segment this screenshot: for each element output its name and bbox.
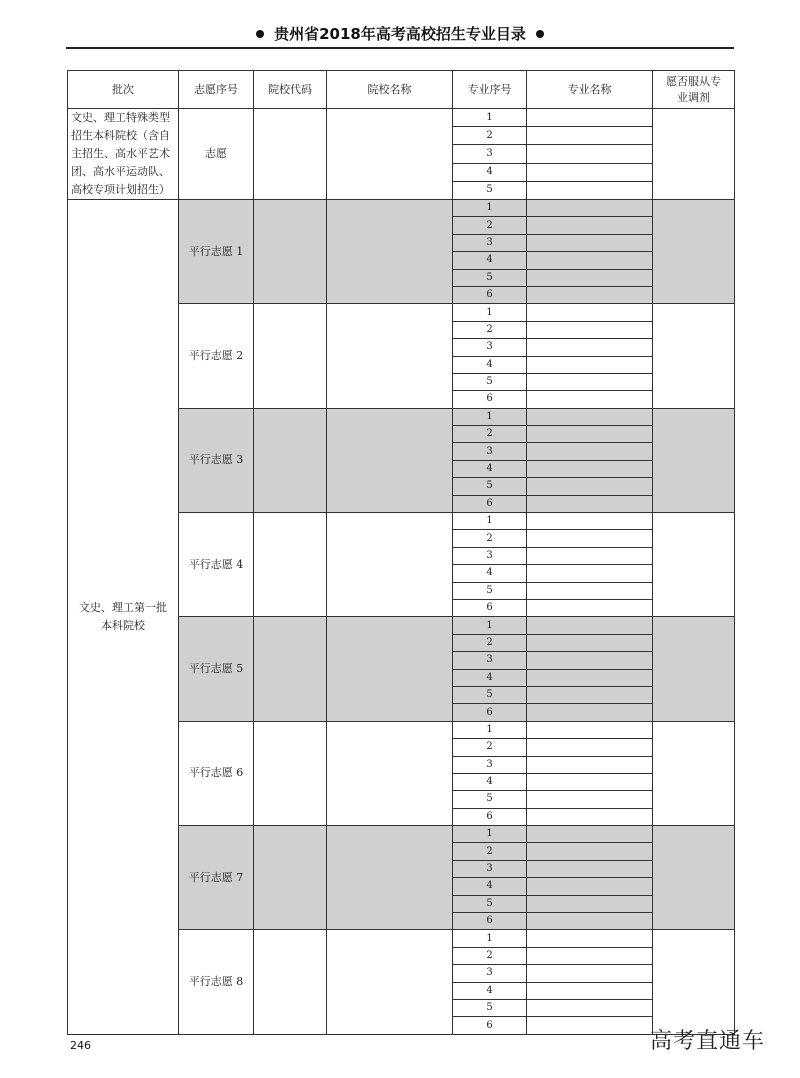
header-major-name: 专业名称	[527, 71, 653, 109]
major-name-cell[interactable]	[527, 617, 653, 634]
major-no-cell: 6	[453, 391, 527, 408]
wish-label-cell: 平行志愿 1	[179, 200, 254, 304]
page-header	[66, 22, 734, 46]
major-name-cell[interactable]	[527, 634, 653, 651]
major-no-cell: 2	[453, 426, 527, 443]
school-name-cell[interactable]	[327, 930, 453, 1034]
adjust-cell[interactable]	[653, 304, 735, 408]
major-no-cell: 2	[453, 634, 527, 651]
major-name-cell[interactable]	[527, 321, 653, 338]
table-row	[68, 109, 735, 127]
school-code-cell[interactable]	[254, 408, 327, 512]
header-batch: 批次	[68, 71, 179, 109]
major-name-cell[interactable]	[527, 234, 653, 251]
page-number: 246	[70, 1039, 91, 1052]
major-no-cell: 3	[453, 339, 527, 356]
major-name-cell[interactable]	[527, 895, 653, 912]
major-name-cell[interactable]	[527, 304, 653, 321]
wish-label-cell: 平行志愿 4	[179, 513, 254, 617]
major-name-cell[interactable]	[527, 652, 653, 669]
school-code-cell[interactable]	[254, 109, 327, 200]
major-name-cell[interactable]	[527, 565, 653, 582]
major-no-cell: 6	[453, 1017, 527, 1034]
major-no-cell: 1	[453, 930, 527, 947]
wish-label-cell: 平行志愿 7	[179, 826, 254, 930]
major-name-cell[interactable]	[527, 913, 653, 930]
header-adjust: 愿否服从专业调剂	[653, 71, 735, 109]
major-no-cell: 3	[453, 145, 527, 163]
header-wish-no: 志愿序号	[179, 71, 254, 109]
major-no-cell: 2	[453, 947, 527, 964]
major-no-cell: 2	[453, 739, 527, 756]
major-name-cell[interactable]	[527, 756, 653, 773]
major-name-cell[interactable]	[527, 599, 653, 616]
major-no-cell: 6	[453, 495, 527, 512]
major-no-cell: 3	[453, 652, 527, 669]
major-name-cell[interactable]	[527, 947, 653, 964]
adjust-cell[interactable]	[653, 617, 735, 721]
major-no-cell: 5	[453, 181, 527, 199]
bullet-dot-icon	[256, 30, 264, 38]
major-name-cell[interactable]	[527, 808, 653, 825]
major-name-cell[interactable]	[527, 478, 653, 495]
major-name-cell[interactable]	[527, 530, 653, 547]
adjust-cell[interactable]	[653, 721, 735, 825]
major-no-cell: 6	[453, 599, 527, 616]
major-name-cell[interactable]	[527, 443, 653, 460]
major-name-cell[interactable]	[527, 773, 653, 790]
major-no-cell: 5	[453, 999, 527, 1016]
major-no-cell: 4	[453, 356, 527, 373]
major-name-cell[interactable]	[527, 495, 653, 512]
header-major-no: 专业序号	[453, 71, 527, 109]
major-no-cell: 4	[453, 878, 527, 895]
major-name-cell[interactable]	[527, 200, 653, 217]
major-name-cell[interactable]	[527, 373, 653, 390]
school-name-cell[interactable]	[327, 408, 453, 512]
major-name-cell[interactable]	[527, 513, 653, 530]
major-no-cell: 3	[453, 547, 527, 564]
major-no-cell: 1	[453, 513, 527, 530]
adjust-cell[interactable]	[653, 109, 735, 200]
school-name-cell[interactable]	[327, 109, 453, 200]
major-name-cell[interactable]	[527, 669, 653, 686]
wish-cell-special: 志愿	[179, 109, 254, 200]
major-name-cell[interactable]	[527, 163, 653, 181]
major-no-cell: 3	[453, 965, 527, 982]
major-name-cell[interactable]	[527, 408, 653, 425]
major-name-cell[interactable]	[527, 878, 653, 895]
wish-label-cell: 平行志愿 3	[179, 408, 254, 512]
school-name-cell[interactable]	[327, 721, 453, 825]
adjust-cell[interactable]	[653, 408, 735, 512]
table-header-row	[68, 71, 735, 109]
major-name-cell[interactable]	[527, 965, 653, 982]
major-no-cell: 4	[453, 460, 527, 477]
major-no-cell: 4	[453, 565, 527, 582]
major-name-cell[interactable]	[527, 426, 653, 443]
major-name-cell[interactable]	[527, 1017, 653, 1034]
major-name-cell[interactable]	[527, 686, 653, 703]
header-school-code: 院校代码	[254, 71, 327, 109]
watermark: 高考直通车	[650, 1029, 766, 1054]
major-no-cell: 3	[453, 443, 527, 460]
major-name-cell[interactable]	[527, 982, 653, 999]
major-no-cell: 6	[453, 913, 527, 930]
major-no-cell: 5	[453, 686, 527, 703]
adjust-cell[interactable]	[653, 513, 735, 617]
major-name-cell[interactable]	[527, 339, 653, 356]
school-name-cell[interactable]	[327, 200, 453, 304]
major-no-cell: 1	[453, 200, 527, 217]
school-code-cell[interactable]	[254, 513, 327, 617]
school-name-cell[interactable]	[327, 304, 453, 408]
major-no-cell: 6	[453, 808, 527, 825]
major-name-cell[interactable]	[527, 826, 653, 843]
wish-label-cell: 平行志愿 6	[179, 721, 254, 825]
school-name-cell[interactable]	[327, 617, 453, 721]
header-rule	[66, 47, 734, 49]
major-name-cell[interactable]	[527, 269, 653, 286]
major-name-cell[interactable]	[527, 930, 653, 947]
major-name-cell[interactable]	[527, 547, 653, 564]
major-no-cell: 3	[453, 756, 527, 773]
major-name-cell[interactable]	[527, 791, 653, 808]
adjust-cell[interactable]	[653, 200, 735, 304]
table-body	[68, 109, 735, 1035]
major-no-cell: 5	[453, 373, 527, 390]
major-name-cell[interactable]	[527, 999, 653, 1016]
major-name-cell[interactable]	[527, 356, 653, 373]
adjust-cell[interactable]	[653, 826, 735, 930]
wish-label-cell: 平行志愿 5	[179, 617, 254, 721]
batch-cell-first: 文史、理工第一批本科院校	[68, 200, 179, 1035]
wish-label-cell: 平行志愿 2	[179, 304, 254, 408]
major-no-cell: 2	[453, 843, 527, 860]
school-code-cell[interactable]	[254, 930, 327, 1034]
major-name-cell[interactable]	[527, 460, 653, 477]
major-no-cell: 4	[453, 669, 527, 686]
major-name-cell[interactable]	[527, 252, 653, 269]
major-name-cell[interactable]	[527, 127, 653, 145]
major-no-cell: 3	[453, 234, 527, 251]
school-code-cell[interactable]	[254, 617, 327, 721]
header-school-name: 院校名称	[327, 71, 453, 109]
school-code-cell[interactable]	[254, 721, 327, 825]
bullet-dot-icon	[536, 30, 544, 38]
major-no-cell: 4	[453, 773, 527, 790]
major-no-cell: 5	[453, 478, 527, 495]
application-form-table	[67, 70, 735, 1035]
major-name-cell[interactable]	[527, 145, 653, 163]
page-title: 贵州省2018年高考高校招生专业目录	[274, 25, 526, 43]
table-row	[68, 200, 735, 217]
major-name-cell[interactable]	[527, 217, 653, 234]
major-no-cell: 6	[453, 286, 527, 303]
major-name-cell[interactable]	[527, 181, 653, 199]
major-no-cell: 4	[453, 252, 527, 269]
school-name-cell[interactable]	[327, 513, 453, 617]
school-code-cell[interactable]	[254, 200, 327, 304]
major-no-cell: 2	[453, 321, 527, 338]
major-name-cell[interactable]	[527, 860, 653, 877]
major-name-cell[interactable]	[527, 109, 653, 127]
major-no-cell: 3	[453, 860, 527, 877]
major-name-cell[interactable]	[527, 739, 653, 756]
major-no-cell: 1	[453, 304, 527, 321]
major-no-cell: 1	[453, 408, 527, 425]
major-name-cell[interactable]	[527, 843, 653, 860]
major-no-cell: 5	[453, 791, 527, 808]
major-no-cell: 5	[453, 269, 527, 286]
major-name-cell[interactable]	[527, 704, 653, 721]
school-code-cell[interactable]	[254, 304, 327, 408]
major-no-cell: 2	[453, 217, 527, 234]
major-no-cell: 1	[453, 826, 527, 843]
major-no-cell: 5	[453, 895, 527, 912]
major-no-cell: 1	[453, 109, 527, 127]
major-name-cell[interactable]	[527, 286, 653, 303]
adjust-cell[interactable]	[653, 930, 735, 1034]
major-name-cell[interactable]	[527, 721, 653, 738]
school-name-cell[interactable]	[327, 826, 453, 930]
major-no-cell: 4	[453, 163, 527, 181]
major-no-cell: 2	[453, 127, 527, 145]
major-no-cell: 1	[453, 721, 527, 738]
major-no-cell: 1	[453, 617, 527, 634]
wish-label-cell: 平行志愿 8	[179, 930, 254, 1034]
major-name-cell[interactable]	[527, 391, 653, 408]
batch-cell-special: 文史、理工特殊类型招生本科院校（含自主招生、高水平艺术团、高水平运动队、高校专项计划招生）	[68, 109, 179, 200]
school-code-cell[interactable]	[254, 826, 327, 930]
major-no-cell: 4	[453, 982, 527, 999]
major-no-cell: 2	[453, 530, 527, 547]
major-no-cell: 5	[453, 582, 527, 599]
major-no-cell: 6	[453, 704, 527, 721]
major-name-cell[interactable]	[527, 582, 653, 599]
